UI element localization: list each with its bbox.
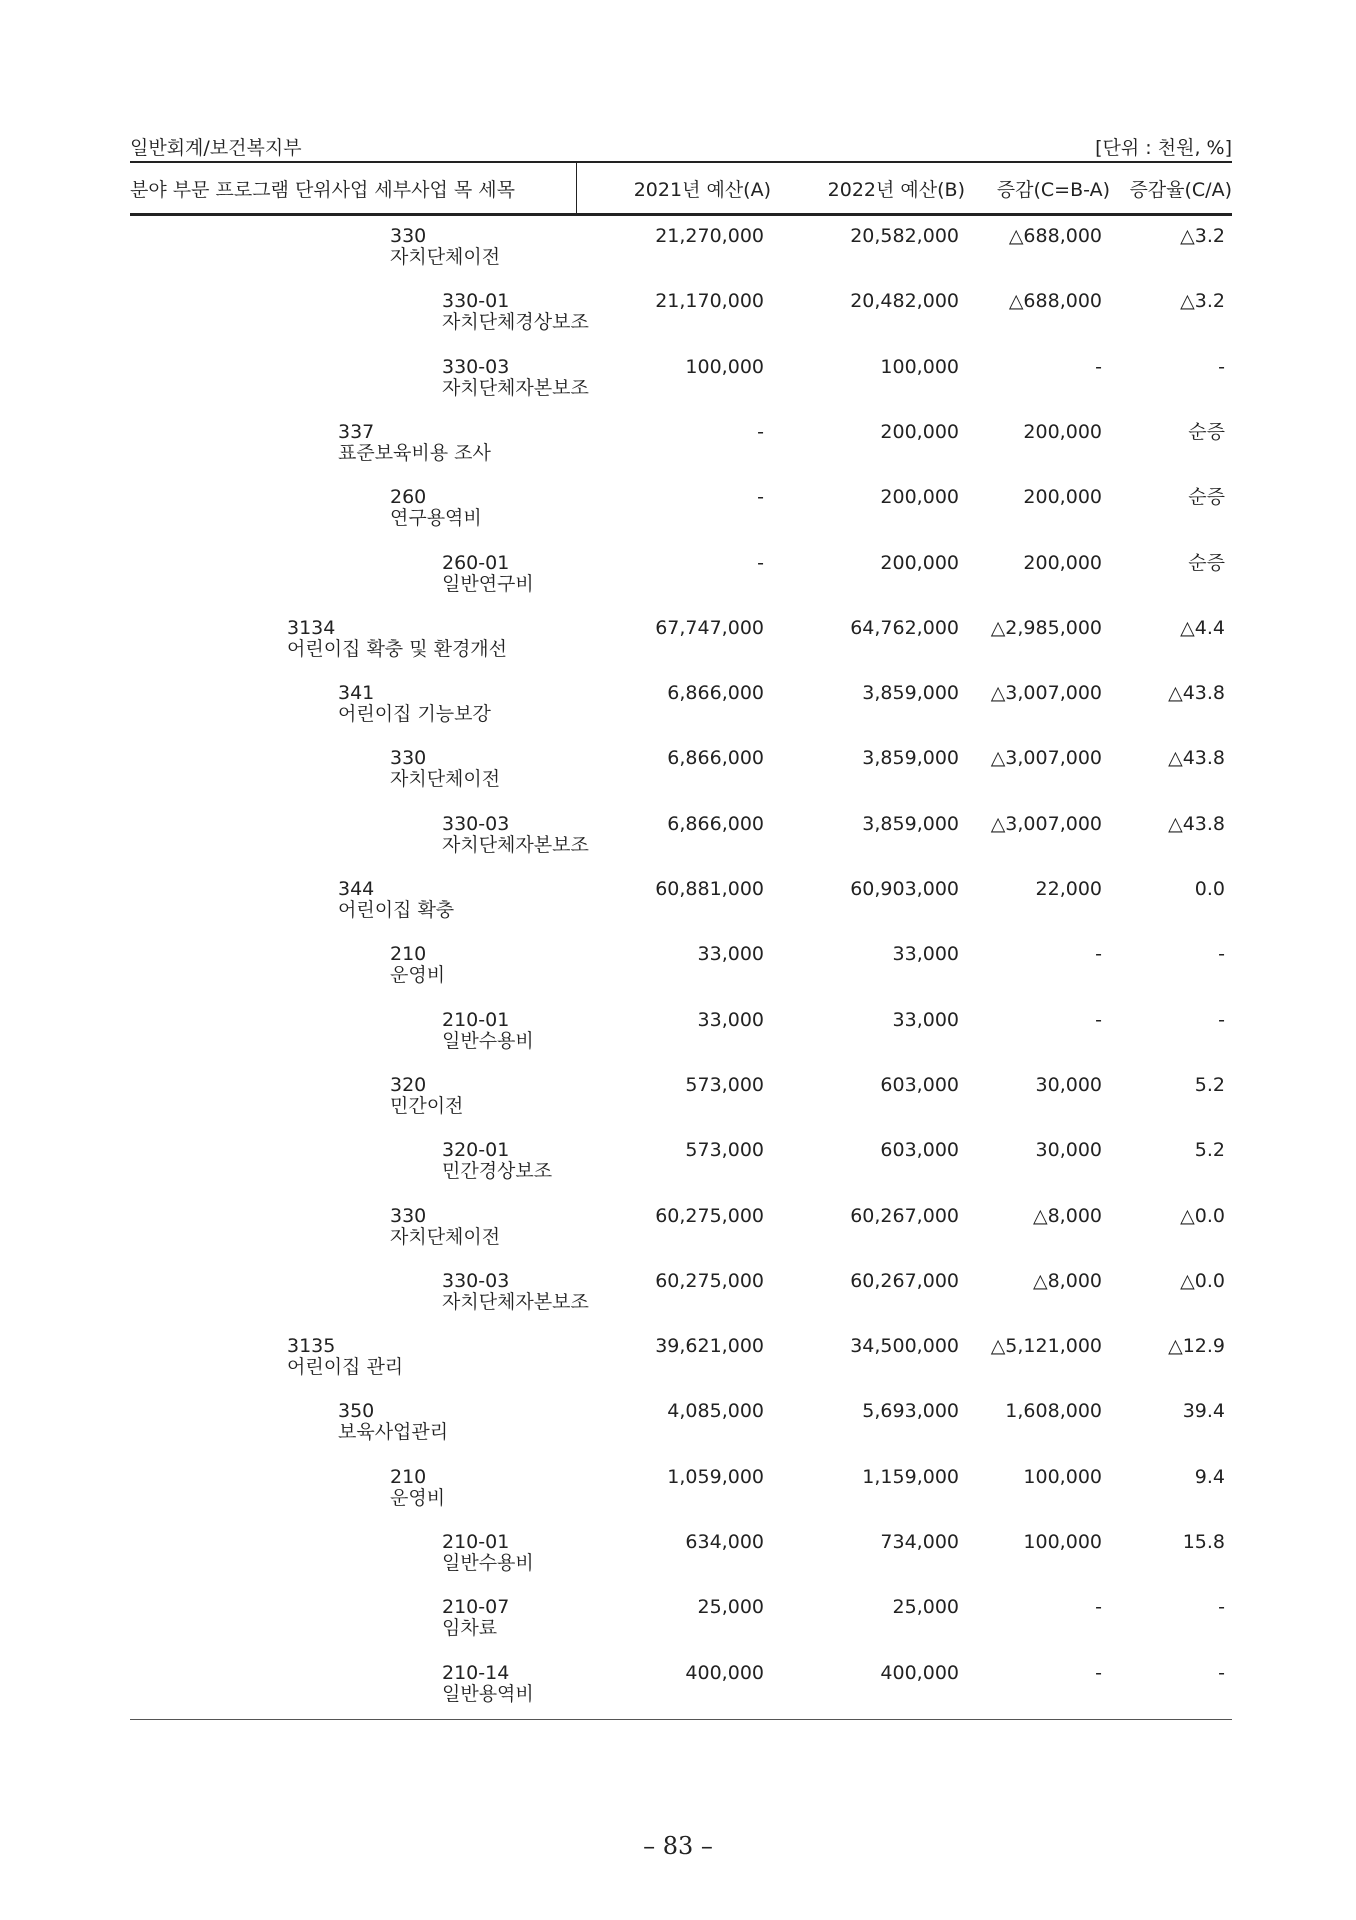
table-bottom-rule: [130, 1719, 1232, 1720]
row-label: [287, 1336, 403, 1378]
table-row: [0, 283, 1356, 343]
cell-change-rate: 5.2: [1194, 1139, 1225, 1161]
cell-change-rate: △3.2: [1180, 225, 1225, 247]
cell-change: 200,000: [1023, 552, 1102, 574]
table-row: [0, 871, 1356, 931]
row-name: 어린이집 확충 및 환경개선: [287, 638, 508, 660]
cell-change-rate: 5.2: [1194, 1074, 1225, 1096]
row-label: [442, 1271, 589, 1313]
cell-budget-2021: -: [757, 552, 764, 574]
row-name: 일반수용비: [442, 1552, 534, 1574]
row-code: 341: [338, 682, 375, 704]
cell-change: 30,000: [1035, 1074, 1102, 1096]
cell-budget-2021: 573,000: [685, 1074, 764, 1096]
cell-change-rate: 순증: [1188, 552, 1225, 574]
row-code: 330-03: [442, 356, 510, 378]
cell-change-rate: △43.8: [1168, 747, 1225, 769]
row-name: 일반연구비: [442, 573, 534, 595]
row-name: 자치단체자본보조: [442, 377, 589, 399]
row-label: [442, 1663, 534, 1705]
row-name: 어린이집 확충: [338, 899, 455, 921]
cell-change: 100,000: [1023, 1531, 1102, 1553]
unit-label: [단위 : 천원, %]: [1095, 137, 1232, 159]
row-code: 337: [338, 421, 375, 443]
col-header-budget-2021: 2021년 예산(A): [633, 178, 771, 201]
cell-budget-2022: 25,000: [892, 1596, 959, 1618]
row-name: 민간이전: [390, 1095, 464, 1117]
row-name: 일반용역비: [442, 1683, 534, 1705]
cell-budget-2022: 1,159,000: [862, 1466, 959, 1488]
cell-change-rate: -: [1218, 1662, 1225, 1684]
cell-budget-2021: 100,000: [685, 356, 764, 378]
cell-budget-2021: 25,000: [697, 1596, 764, 1618]
cell-change-rate: 0.0: [1194, 878, 1225, 900]
cell-change: △688,000: [1008, 290, 1102, 312]
cell-change-rate: △43.8: [1168, 813, 1225, 835]
row-name: 자치단체이전: [390, 246, 501, 268]
cell-budget-2021: 60,275,000: [655, 1205, 764, 1227]
row-name: 연구용역비: [390, 507, 482, 529]
cell-change-rate: △43.8: [1168, 682, 1225, 704]
row-code: 260: [390, 486, 427, 508]
table-row: [0, 1002, 1356, 1062]
col-header-category: 분야 부문 프로그램 단위사업 세부사업 목 세목: [130, 163, 577, 213]
cell-change: -: [1095, 1009, 1102, 1031]
cell-budget-2022: 3,859,000: [862, 747, 959, 769]
table-row: [0, 1067, 1356, 1127]
row-name: 자치단체이전: [390, 1226, 501, 1248]
row-label: [338, 879, 454, 921]
cell-change-rate: △3.2: [1180, 290, 1225, 312]
page-number: – 83 –: [643, 1832, 713, 1860]
table-row: [0, 936, 1356, 996]
row-code: 210: [390, 943, 427, 965]
row-label: [442, 1597, 509, 1639]
cell-budget-2022: 603,000: [880, 1139, 959, 1161]
row-label: [390, 1075, 463, 1117]
row-code: 330-03: [442, 813, 510, 835]
row-name: 어린이집 관리: [287, 1356, 404, 1378]
row-label: [390, 1206, 500, 1248]
row-label: [390, 487, 482, 529]
row-code: 260-01: [442, 552, 510, 574]
row-code: 210-01: [442, 1531, 510, 1553]
cell-budget-2021: 6,866,000: [667, 747, 764, 769]
cell-change-rate: -: [1218, 1596, 1225, 1618]
row-name: 자치단체경상보조: [442, 311, 589, 333]
row-name: 자치단체이전: [390, 768, 501, 790]
cell-budget-2021: 60,275,000: [655, 1270, 764, 1292]
table-row: [0, 740, 1356, 800]
cell-budget-2022: 60,267,000: [850, 1270, 959, 1292]
cell-budget-2022: 200,000: [880, 421, 959, 443]
col-header-change: 증감(C=B-A): [996, 178, 1110, 201]
row-label: [442, 814, 589, 856]
cell-change-rate: -: [1218, 943, 1225, 965]
row-name: 보육사업관리: [338, 1421, 449, 1443]
row-label: [390, 748, 500, 790]
row-label: [287, 618, 507, 660]
table-row: [0, 545, 1356, 605]
cell-budget-2021: 33,000: [697, 943, 764, 965]
cell-change: -: [1095, 1596, 1102, 1618]
cell-change: 1,608,000: [1005, 1400, 1102, 1422]
row-label: [442, 1010, 534, 1052]
cell-change: △3,007,000: [990, 813, 1102, 835]
row-code: 210: [390, 1466, 427, 1488]
cell-budget-2021: 67,747,000: [655, 617, 764, 639]
cell-change: △3,007,000: [990, 747, 1102, 769]
cell-change: -: [1095, 356, 1102, 378]
cell-change: -: [1095, 1662, 1102, 1684]
row-name: 표준보육비용 조사: [338, 442, 491, 464]
table-row: [0, 1328, 1356, 1388]
table-row: [0, 218, 1356, 278]
row-code: 3135: [287, 1335, 336, 1357]
row-code: 210-07: [442, 1596, 510, 1618]
cell-change: 100,000: [1023, 1466, 1102, 1488]
cell-change: △8,000: [1032, 1205, 1102, 1227]
cell-budget-2022: 400,000: [880, 1662, 959, 1684]
row-label: [442, 291, 589, 333]
cell-budget-2022: 734,000: [880, 1531, 959, 1553]
cell-budget-2021: 33,000: [697, 1009, 764, 1031]
cell-change-rate: -: [1218, 1009, 1225, 1031]
table-row: [0, 1524, 1356, 1584]
row-name: 어린이집 기능보강: [338, 703, 491, 725]
table-row: [0, 610, 1356, 670]
row-name: 민간경상보조: [442, 1160, 553, 1182]
table-row: [0, 1459, 1356, 1519]
cell-change-rate: 순증: [1188, 421, 1225, 443]
table-row: [0, 414, 1356, 474]
cell-budget-2022: 603,000: [880, 1074, 959, 1096]
table-row: [0, 1132, 1356, 1192]
cell-budget-2022: 20,582,000: [850, 225, 959, 247]
row-code: 350: [338, 1400, 375, 1422]
cell-change-rate: △0.0: [1180, 1205, 1225, 1227]
cell-change: △5,121,000: [990, 1335, 1102, 1357]
cell-budget-2021: 400,000: [685, 1662, 764, 1684]
cell-change-rate: 9.4: [1194, 1466, 1225, 1488]
row-name: 자치단체자본보조: [442, 1291, 589, 1313]
cell-budget-2021: 1,059,000: [667, 1466, 764, 1488]
cell-budget-2022: 20,482,000: [850, 290, 959, 312]
cell-change: 200,000: [1023, 486, 1102, 508]
table-row: [0, 1655, 1356, 1715]
table-header-rule: [130, 213, 1232, 216]
cell-change: △8,000: [1032, 1270, 1102, 1292]
row-name: 자치단체자본보조: [442, 834, 589, 856]
row-code: 3134: [287, 617, 336, 639]
row-label: [442, 553, 534, 595]
row-label: [338, 422, 491, 464]
cell-budget-2022: 5,693,000: [862, 1400, 959, 1422]
cell-budget-2022: 3,859,000: [862, 682, 959, 704]
cell-change-rate: △0.0: [1180, 1270, 1225, 1292]
cell-change-rate: △12.9: [1168, 1335, 1225, 1357]
col-header-budget-2022: 2022년 예산(B): [827, 178, 965, 201]
row-label: [442, 357, 589, 399]
table-row: [0, 675, 1356, 735]
cell-budget-2021: -: [757, 421, 764, 443]
cell-change-rate: -: [1218, 356, 1225, 378]
row-code: 330: [390, 1205, 427, 1227]
row-code: 330: [390, 225, 427, 247]
row-code: 344: [338, 878, 375, 900]
cell-change: 200,000: [1023, 421, 1102, 443]
row-label: [390, 944, 445, 986]
row-code: 210-14: [442, 1662, 510, 1684]
cell-budget-2022: 100,000: [880, 356, 959, 378]
row-label: [442, 1532, 534, 1574]
cell-budget-2021: 634,000: [685, 1531, 764, 1553]
cell-budget-2022: 33,000: [892, 1009, 959, 1031]
cell-change-rate: 순증: [1188, 486, 1225, 508]
row-label: [442, 1140, 552, 1182]
row-name: 운영비: [390, 964, 446, 986]
account-ministry-label: 일반회계/보건복지부: [130, 137, 302, 159]
cell-budget-2021: 6,866,000: [667, 813, 764, 835]
cell-budget-2021: 60,881,000: [655, 878, 764, 900]
cell-change: 30,000: [1035, 1139, 1102, 1161]
table-row: [0, 479, 1356, 539]
row-code: 320-01: [442, 1139, 510, 1161]
table-row: [0, 806, 1356, 866]
cell-budget-2021: 21,170,000: [655, 290, 764, 312]
row-name: 일반수용비: [442, 1030, 534, 1052]
row-label: [390, 1467, 445, 1509]
cell-budget-2021: -: [757, 486, 764, 508]
row-name: 임차료: [442, 1617, 498, 1639]
cell-change: △2,985,000: [990, 617, 1102, 639]
row-label: [390, 226, 500, 268]
table-row: [0, 1393, 1356, 1453]
table-row: [0, 1589, 1356, 1649]
cell-change-rate: 15.8: [1182, 1531, 1225, 1553]
row-name: 운영비: [390, 1487, 446, 1509]
cell-change-rate: 39.4: [1182, 1400, 1225, 1422]
cell-change: △3,007,000: [990, 682, 1102, 704]
cell-change-rate: △4.4: [1180, 617, 1225, 639]
table-row: [0, 1263, 1356, 1323]
cell-budget-2022: 60,267,000: [850, 1205, 959, 1227]
cell-budget-2022: 34,500,000: [850, 1335, 959, 1357]
row-code: 330-03: [442, 1270, 510, 1292]
row-label: [338, 683, 491, 725]
cell-budget-2022: 60,903,000: [850, 878, 959, 900]
table-row: [0, 349, 1356, 409]
table-row: [0, 1198, 1356, 1258]
cell-budget-2021: 21,270,000: [655, 225, 764, 247]
cell-budget-2022: 3,859,000: [862, 813, 959, 835]
cell-change: 22,000: [1035, 878, 1102, 900]
row-code: 330-01: [442, 290, 510, 312]
cell-change: △688,000: [1008, 225, 1102, 247]
cell-budget-2021: 6,866,000: [667, 682, 764, 704]
cell-budget-2022: 33,000: [892, 943, 959, 965]
row-code: 320: [390, 1074, 427, 1096]
cell-budget-2022: 200,000: [880, 486, 959, 508]
cell-budget-2021: 4,085,000: [667, 1400, 764, 1422]
row-code: 210-01: [442, 1009, 510, 1031]
cell-budget-2022: 64,762,000: [850, 617, 959, 639]
cell-budget-2022: 200,000: [880, 552, 959, 574]
row-label: [338, 1401, 448, 1443]
col-header-change-rate: 증감율(C/A): [1129, 178, 1232, 201]
cell-budget-2021: 39,621,000: [655, 1335, 764, 1357]
row-code: 330: [390, 747, 427, 769]
cell-budget-2021: 573,000: [685, 1139, 764, 1161]
cell-change: -: [1095, 943, 1102, 965]
